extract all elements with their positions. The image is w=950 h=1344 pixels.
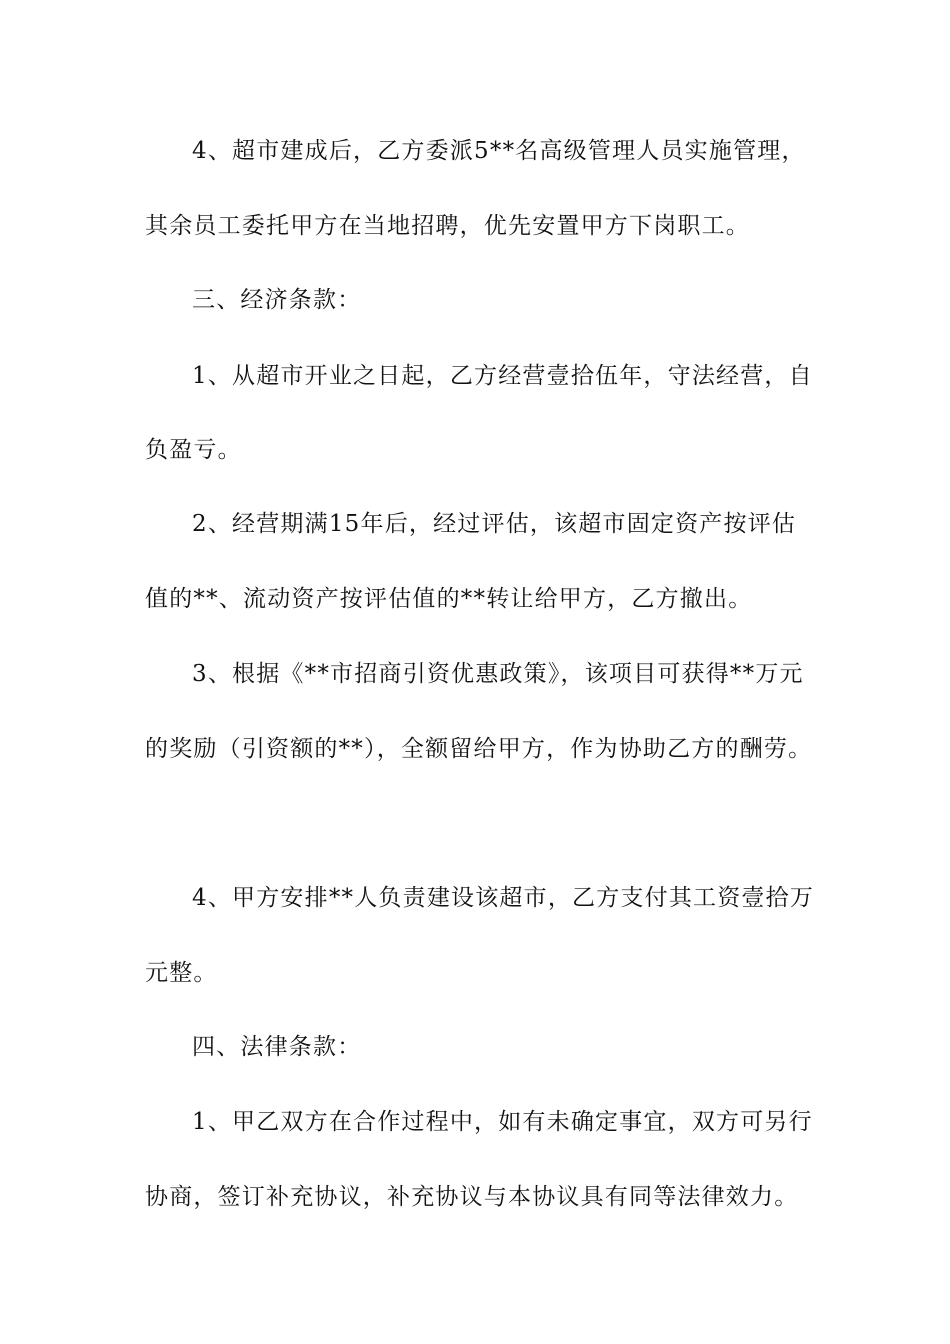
text-line: 值的**、流动资产按评估值的**转让给甲方，乙方撤出。 bbox=[145, 586, 753, 612]
text-line: 2、经营期满15年后，经过评估，该超市固定资产按评估 bbox=[192, 511, 797, 537]
text-line: 负盈亏。 bbox=[145, 437, 242, 463]
text-line: 1、甲乙双方在合作过程中，如有未确定事宜，双方可另行 bbox=[192, 1109, 813, 1135]
text-line: 1、从超市开业之日起，乙方经营壹拾伍年，守法经营，自 bbox=[192, 363, 813, 389]
text-line: 的奖励（引资额的**），全额留给甲方，作为协助乙方的酬劳。 bbox=[145, 736, 813, 762]
section-heading: 三、经济条款： bbox=[192, 287, 362, 313]
text-line: 其余员工委托甲方在当地招聘，优先安置甲方下岗职工。 bbox=[145, 213, 750, 239]
text-line: 4、甲方安排**人负责建设该超市，乙方支付其工资壹拾万 bbox=[192, 885, 815, 911]
text-line: 3、根据《**市招商引资优惠政策》，该项目可获得**万元 bbox=[192, 661, 804, 687]
text-line: 4、超市建成后，乙方委派5**名高级管理人员实施管理， bbox=[192, 138, 806, 164]
text-line: 元整。 bbox=[145, 960, 218, 986]
section-heading: 四、法律条款： bbox=[192, 1034, 362, 1060]
text-line: 协商，签订补充协议，补充协议与本协议具有同等法律效力。 bbox=[145, 1184, 799, 1210]
